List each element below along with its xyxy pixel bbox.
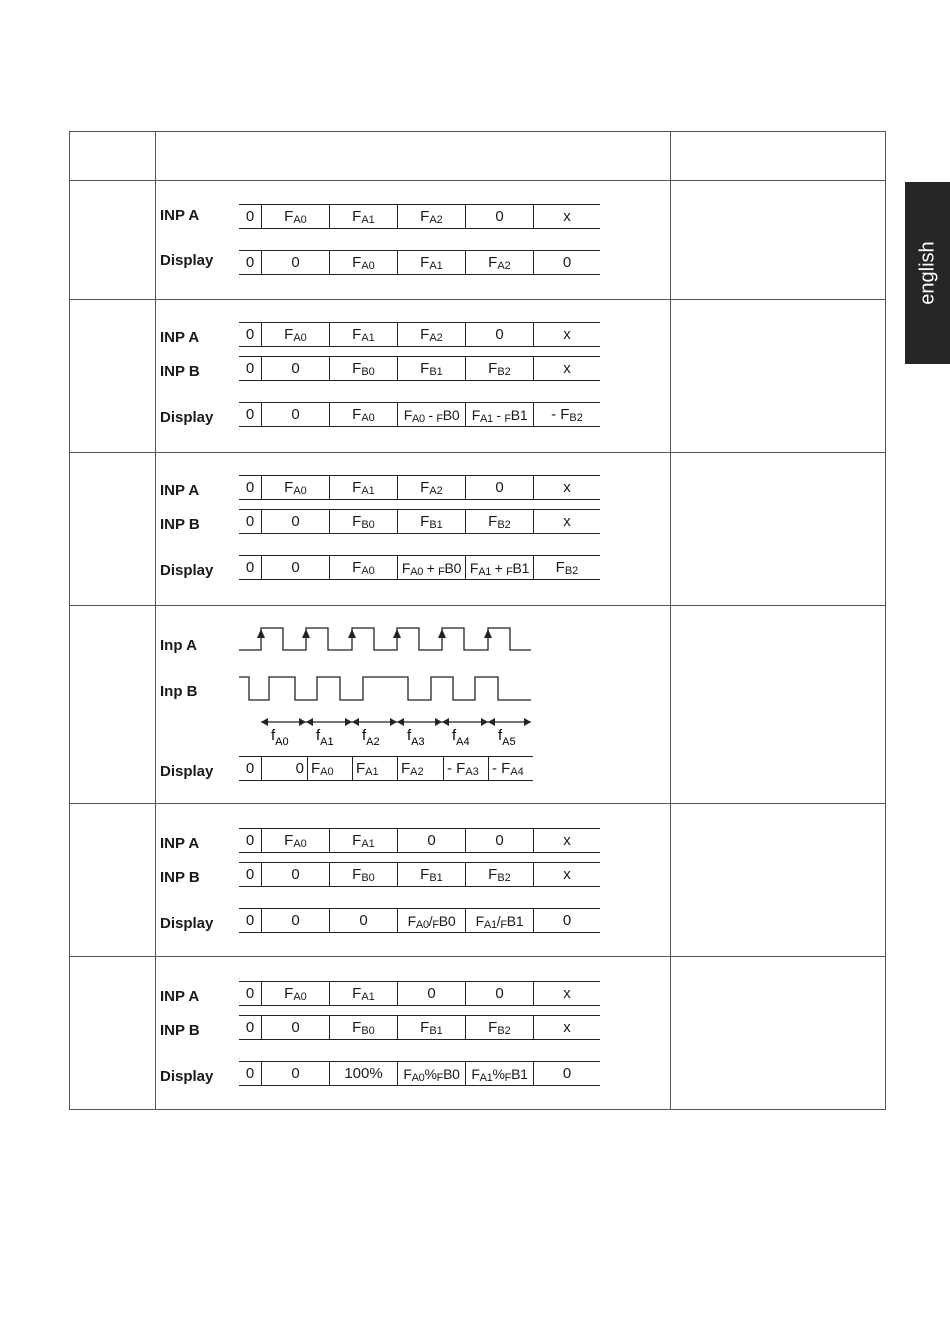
sequence-cell: 0: [465, 323, 533, 346]
sequence-cell: 0: [245, 360, 255, 377]
sequence-cell: - $F_{B2}$: [533, 403, 600, 426]
sequence-cell: $F_{B1}$: [397, 510, 465, 533]
sequence-cell: $F_{A0}$: [329, 251, 397, 274]
sequence-cell: $F_{B0}$: [329, 510, 397, 533]
sequence-cell: x: [533, 863, 600, 886]
frequency-label: $f_{A0}$: [271, 727, 289, 748]
sequence-cell: $F_{A2}$: [397, 205, 465, 228]
sequence-cell: 0: [245, 760, 255, 777]
frequency-label: $f_{A3}$: [407, 727, 425, 748]
sequence-cell: 0: [261, 357, 329, 380]
sequence-cell: $F_{A0}$: [261, 205, 329, 228]
sequence-cell: $F_{A0}$: [329, 556, 397, 579]
sequence-cell: $F_{A2}$: [397, 323, 465, 346]
rising-edge-arrow: [257, 629, 265, 638]
signal-label: INP A: [160, 482, 200, 499]
sequence-cell: 0: [245, 254, 255, 271]
signal-label: INP B: [160, 869, 200, 886]
sequence-cell: 0: [261, 1016, 329, 1039]
sequence-cell: $F_{A1}$: [329, 476, 397, 499]
sequence-cell: x: [533, 982, 600, 1005]
sequence-cell: $F_{A0} + _FB0$: [397, 556, 465, 579]
sequence-cell: 0: [261, 251, 329, 274]
sequence-cell: $F_{B0}$: [329, 863, 397, 886]
sequence-cell: 0: [465, 982, 533, 1005]
sequence-cell: 0: [261, 403, 329, 426]
sequence-cell: 0: [261, 909, 329, 932]
sequence-cell: 0: [397, 829, 465, 852]
sequence-cell: 0: [245, 1065, 255, 1082]
table-row: [70, 181, 886, 300]
signal-label: Display: [160, 409, 214, 426]
sequence-cell: 0: [245, 866, 255, 883]
signal-label: INP A: [160, 988, 200, 1005]
sequence-cell: $F_{A1} + _FB1$: [465, 556, 533, 579]
sequence-cell: $F_{B2}$: [533, 556, 600, 579]
sequence-cell: 0: [245, 479, 255, 496]
inp-b-waveform: [239, 677, 531, 700]
sequence-cell: $F_{B2}$: [465, 863, 533, 886]
sequence-cell: $F_{A1}$: [329, 829, 397, 852]
sequence-cell: 0: [245, 832, 255, 849]
sequence-cell: 0: [329, 909, 397, 932]
sequence-cell: 0: [245, 985, 255, 1002]
sequence-cell: $F_{A1}$: [329, 205, 397, 228]
table-row: [70, 300, 886, 453]
sequence-cell: x: [533, 510, 600, 533]
sequence-cell: $F_{A0}$: [307, 757, 352, 780]
sequence-cell: 0: [397, 982, 465, 1005]
signal-label: Display: [160, 915, 214, 932]
header-cell-2: [156, 132, 671, 181]
signal-label: INP A: [160, 207, 200, 224]
sequence-cell: 0: [245, 559, 255, 576]
sequence-cell: $F_{A0}/_FB0$: [397, 909, 465, 932]
sequence-cell: 0: [245, 208, 255, 225]
diagram-cell: [156, 957, 671, 1110]
sequence-cell: 0: [245, 1019, 255, 1036]
sequence-cell: 0: [533, 251, 600, 274]
sequence-cell: $F_{A1}\%_FB1$: [465, 1062, 533, 1085]
sequence-cell: $F_{B2}$: [465, 357, 533, 380]
frequency-label: $f_{A2}$: [362, 727, 380, 748]
signal-table: [69, 131, 886, 1110]
sequence-cell: $F_{A1}$: [397, 251, 465, 274]
sequence-cell: 0: [465, 205, 533, 228]
sequence-cell: - $F_{A4}$: [488, 757, 533, 780]
sequence-cell: 0: [245, 406, 255, 423]
value-sequence: [239, 250, 600, 275]
signal-label: Display: [160, 763, 214, 780]
signal-label: Display: [160, 1068, 214, 1085]
rising-edge-arrow: [438, 629, 446, 638]
table-row: [70, 453, 886, 606]
value-sequence: [239, 862, 600, 887]
rising-edge-arrow: [302, 629, 310, 638]
signal-label: INP B: [160, 516, 200, 533]
sequence-cell: $F_{B0}$: [329, 357, 397, 380]
header-cell-3: [671, 132, 886, 181]
sequence-cell: - $F_{A3}$: [443, 757, 488, 780]
sequence-cell: x: [533, 323, 600, 346]
sequence-cell: 0: [261, 556, 329, 579]
sequence-cell: x: [533, 205, 600, 228]
rising-edge-arrow: [348, 629, 356, 638]
sequence-cell: 0: [245, 513, 255, 530]
signal-label: INP A: [160, 329, 200, 346]
value-sequence: [239, 1015, 600, 1040]
sequence-cell: $F_{B1}$: [397, 357, 465, 380]
sequence-cell: $F_{A2}$: [465, 251, 533, 274]
table-row: [70, 606, 886, 804]
language-tab-label: english: [916, 241, 938, 305]
sequence-cell: 0: [245, 912, 255, 929]
value-sequence: [239, 1061, 600, 1086]
sequence-cell: 0: [261, 1062, 329, 1085]
sequence-cell: $F_{A1}$: [329, 982, 397, 1005]
sequence-cell: 0: [465, 476, 533, 499]
sequence-cell: $F_{A1}$: [329, 323, 397, 346]
sequence-cell: $F_{A0}\%_FB0$: [397, 1062, 465, 1085]
sequence-cell: $F_{A0}$: [261, 829, 329, 852]
header-cell-1: [70, 132, 156, 181]
sequence-cell: $F_{A0}$: [261, 323, 329, 346]
signal-label: Display: [160, 562, 214, 579]
sequence-cell: $F_{A0} - _FB0$: [397, 403, 465, 426]
frequency-label: $f_{A4}$: [452, 727, 470, 748]
frequency-label: $f_{A1}$: [316, 727, 334, 748]
signal-label: INP B: [160, 363, 200, 380]
sequence-cell: $F_{A1}/_FB1$: [465, 909, 533, 932]
sequence-cell: 0: [465, 829, 533, 852]
diagram-cell: [156, 300, 671, 453]
sequence-cell: $F_{B2}$: [465, 1016, 533, 1039]
sequence-cell: 0: [533, 909, 600, 932]
sequence-cell: x: [533, 1016, 600, 1039]
sequence-cell: 0: [533, 1062, 600, 1085]
signal-label: INP A: [160, 835, 200, 852]
diagram-cell: [156, 181, 671, 300]
sequence-cell: $F_{A1} - _FB1$: [465, 403, 533, 426]
table-row: [70, 957, 886, 1110]
language-tab[interactable]: [905, 182, 950, 364]
value-sequence: [239, 322, 600, 347]
sequence-cell: $F_{A0}$: [329, 403, 397, 426]
sequence-cell: x: [533, 476, 600, 499]
value-sequence: [239, 555, 600, 580]
sequence-cell: x: [533, 357, 600, 380]
sequence-cell: $F_{B1}$: [397, 863, 465, 886]
sequence-cell: $F_{A0}$: [261, 476, 329, 499]
value-sequence: [239, 509, 600, 534]
signal-label: Inp A: [160, 637, 197, 654]
sequence-cell: $F_{A2}$: [397, 476, 465, 499]
table-row: [70, 804, 886, 957]
sequence-cell: $F_{A2}$: [397, 757, 443, 780]
value-sequence: [239, 475, 600, 500]
diagram-cell: [156, 804, 671, 957]
sequence-cell: $F_{B1}$: [397, 1016, 465, 1039]
sequence-cell: $F_{B0}$: [329, 1016, 397, 1039]
sequence-cell: 0: [261, 863, 329, 886]
pulse-timing-diagram: [156, 630, 670, 828]
sequence-cell: x: [533, 829, 600, 852]
value-sequence: [239, 356, 600, 381]
value-sequence: [239, 908, 600, 933]
diagram-cell: [156, 606, 671, 804]
signal-label: Inp B: [160, 683, 198, 700]
sequence-cell: 0: [261, 510, 329, 533]
value-sequence: [239, 204, 600, 229]
sequence-cell: $F_{A0}$: [261, 982, 329, 1005]
value-sequence: [239, 828, 600, 853]
rising-edge-arrow: [484, 629, 492, 638]
sequence-cell: 100%: [329, 1062, 397, 1085]
header-row: [70, 132, 886, 181]
sequence-cell: $F_{A1}$: [352, 757, 397, 780]
signal-label: Display: [160, 252, 214, 269]
value-sequence: [239, 402, 600, 427]
sequence-cell: 0: [261, 757, 307, 780]
diagram-cell: [156, 453, 671, 606]
frequency-label: $f_{A5}$: [498, 727, 516, 748]
signal-label: INP B: [160, 1022, 200, 1039]
sequence-cell: $F_{B2}$: [465, 510, 533, 533]
rising-edge-arrow: [393, 629, 401, 638]
value-sequence: [239, 981, 600, 1006]
sequence-cell: 0: [245, 326, 255, 343]
